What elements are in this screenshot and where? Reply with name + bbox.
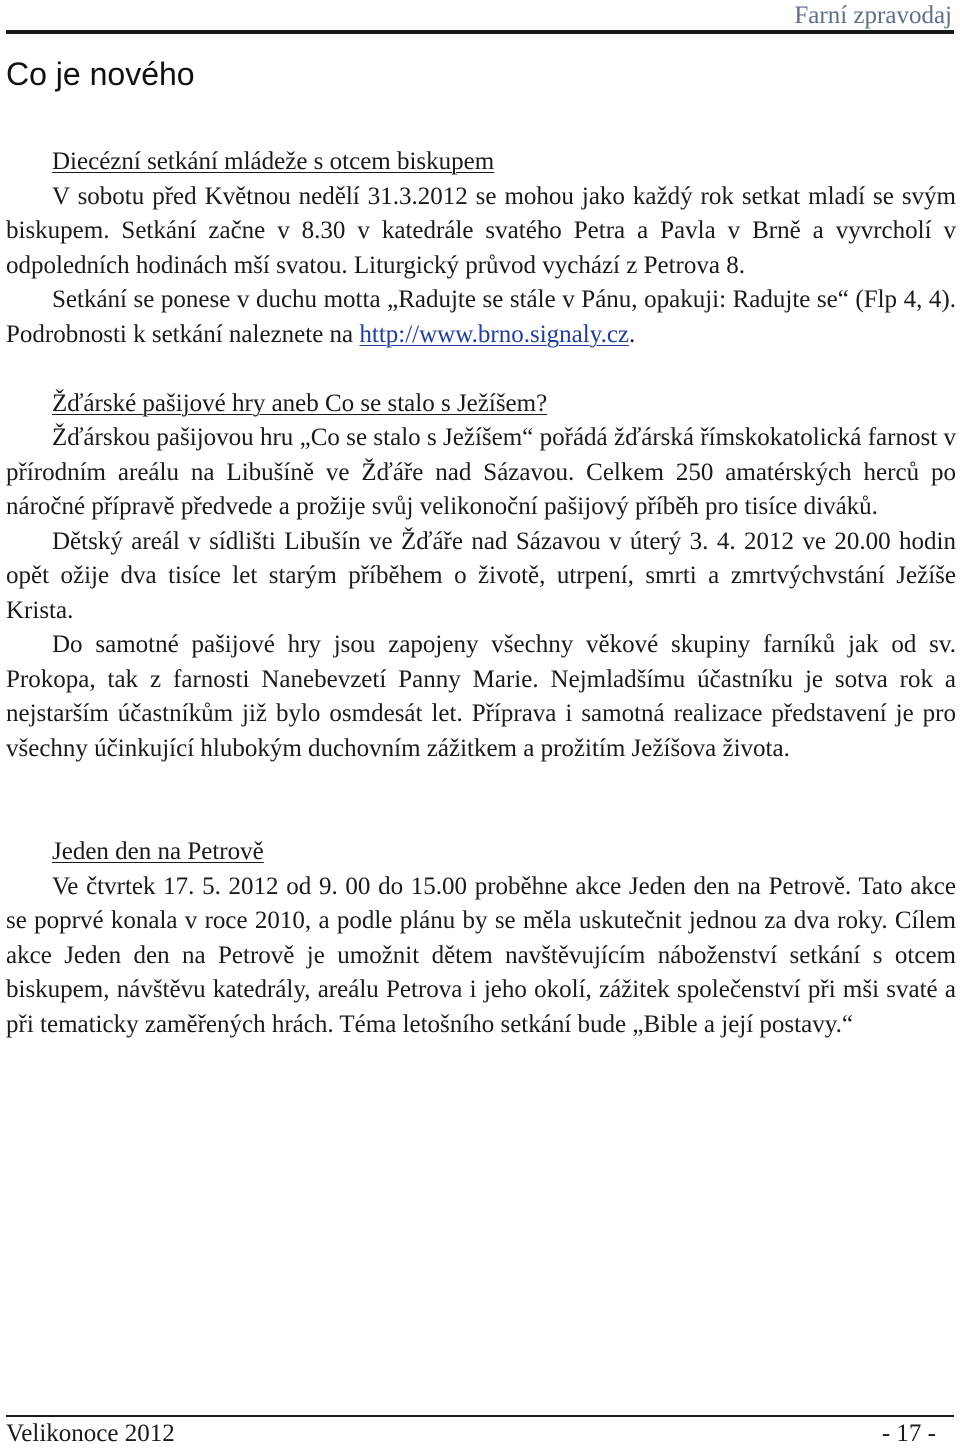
footer-divider xyxy=(6,1415,954,1417)
section-title: Co je nového xyxy=(6,56,195,92)
paragraph-text: Setkání se ponese v duchu motta „Radujte se stále v Pánu, opakuji: Radujte se“ (Flp 4, 4). Podrobnosti k setkání naleznete na xyxy=(6,286,956,348)
article-paragraph: Ve čtvrtek 17. 5. 2012 od 9. 00 do 15.00 proběhne akce Jeden den na Petrově. Tato akce se poprvé konala v roce 2010, a podle plánu by se měla uskutečnit jednou za dva roky. Cílem akce Jeden den na Petrově je umožnit dětem navštěvujícím náboženství setkání s otcem biskupem, návštěvu katedrály, areálu Petrova i jeho okolí, zážitek společenství při mši svaté a při tematicky zaměřených hrách. Téma letošního setkání bude „Bible a její postavy.“ xyxy=(6,872,956,1038)
article-paragraph: Žďárskou pašijovou hru „Co se stalo s Ježíšem“ pořádá žďárská římskokatolická farnost v přírodním areálu na Libušíně ve Žďáře nad Sázavou. Celkem 250 amatérských herců po náročné přípravě předvede a prožije svůj velikonoční pašijový příběh pro tisíce diváků. xyxy=(6,424,956,520)
article-list xyxy=(6,145,956,1042)
article-day-at-petrov xyxy=(6,835,956,1042)
footer-issue: Velikonoce 2012 xyxy=(6,1420,175,1447)
article-passion-play xyxy=(6,387,956,767)
article-heading: Jeden den na Petrově xyxy=(52,838,264,865)
publication-title: Farní zpravodaj xyxy=(794,2,952,29)
signaly-link[interactable]: http://www.brno.signaly.cz xyxy=(359,320,630,348)
article-heading: Žďárské pašijové hry aneb Co se stalo s Ježíšem? xyxy=(52,389,548,417)
article-paragraph: Do samotné pašijové hry jsou zapojeny všechny věkové skupiny farníků jak od sv. Prokopa, tak z farnosti Nanebevzetí Panny Marie. Nejmladšímu účastníku je sotva rok a nejstarším účastníkům již bylo osmdesát let. Příprava i samotná realizace představení je pro všechny účinkující hlubokým duchovním zážitkem a prožitím Ježíšova života. xyxy=(6,631,956,762)
article-paragraph xyxy=(6,283,956,352)
page-number: - 17 - xyxy=(881,1420,936,1447)
paragraph-end: . xyxy=(629,320,636,348)
article-heading: Diecézní setkání mládeže s otcem biskupem xyxy=(52,148,495,175)
article-paragraph: Dětský areál v sídlišti Libušín ve Žďáře nad Sázavou v úterý 3. 4. 2012 ve 20.00 hodin opět ožije dva tisíce let starým příběhem o životě, utrpení, smrti a zmrtvýchvstání Ježíše Krista. xyxy=(6,527,956,624)
header-divider xyxy=(6,30,954,34)
article-paragraph: V sobotu před Květnou nedělí 31.3.2012 se mohou jako každý rok setkat mladí se svým biskupem. Setkání začne v 8.30 v katedrále svatého Petra a Pavla v Brně a vyvrcholí v odpoledních hodinách mší svatou. Liturgický průvod vychází z Petrova 8. xyxy=(6,182,956,279)
article-youth-meeting xyxy=(6,145,956,352)
